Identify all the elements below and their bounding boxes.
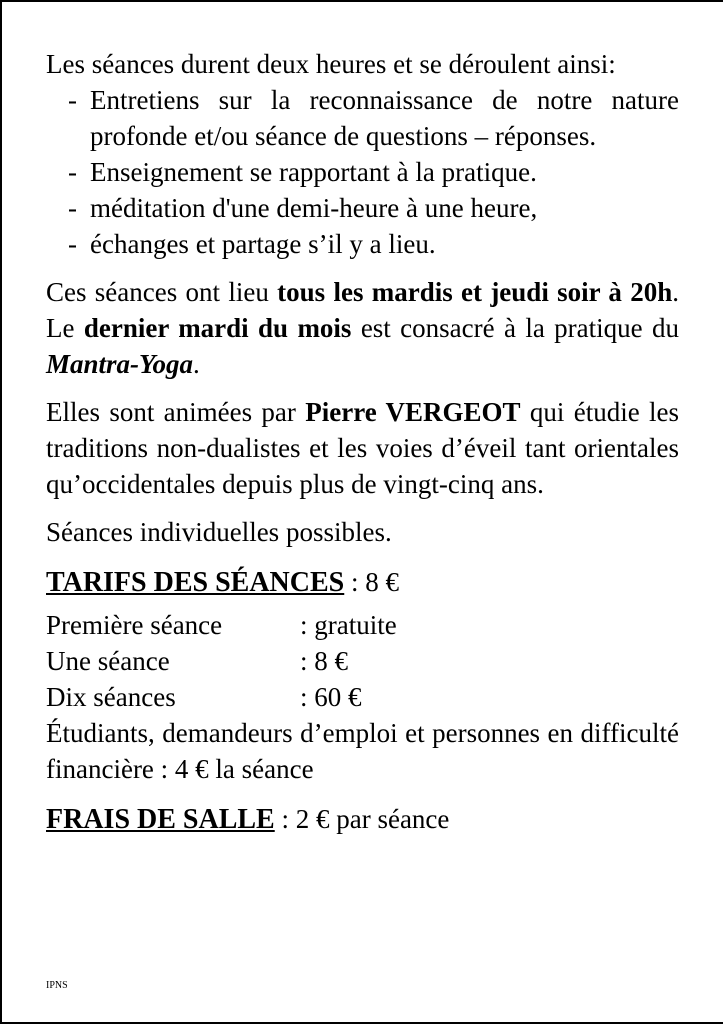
reduced-price: Étudiants, demandeurs d’emploi et personnes en difficulté financière : 4 € la séance	[46, 718, 679, 784]
footer-ipns: IPNS	[46, 980, 68, 991]
tarifs-base-price: : 8 €	[344, 567, 400, 597]
list-item: - Enseignement se rapportant à la pratique.	[46, 154, 679, 190]
list-item: - méditation d'une demi-heure à une heure,	[46, 190, 679, 226]
schedule-paragraph: Ces séances ont lieu tous les mardis et jeudi soir à 20h. Le dernier mardi du mois est consacré à la pratique du Mantra-Yoga.	[46, 277, 679, 379]
schedule-days: tous les mardis et jeudi soir à 20h	[277, 277, 673, 307]
animator-paragraph: Elles sont animées par Pierre VERGEOT qui étudie les traditions non-dualistes et les voies d’éveil tant orientales qu’occidentales depuis plus de vingt-cinq ans.	[46, 397, 680, 499]
tarifs-heading: TARIFS DES SÉANCES	[46, 567, 345, 598]
bullet-dash: -	[68, 229, 77, 259]
individual-sessions: Séances individuelles possibles.	[46, 517, 392, 547]
session-steps-list	[46, 82, 679, 262]
document-body	[46, 46, 679, 838]
bullet-dash: -	[68, 193, 77, 223]
list-item: - échanges et partage s’il y a lieu.	[46, 226, 679, 262]
price-row: Dix séances : 60 €	[46, 682, 362, 712]
bullet-dash: -	[68, 157, 77, 187]
mantra-yoga: Mantra-Yoga	[46, 349, 194, 379]
price-row: Première séance : gratuite	[46, 610, 397, 640]
schedule-last-tuesday: dernier mardi du mois	[83, 313, 352, 343]
tarifs-heading-line	[46, 564, 679, 601]
frais-price: : 2 € par séance	[274, 804, 450, 834]
frais-heading: FRAIS DE SALLE	[46, 804, 275, 835]
intro-paragraph: Les séances durent deux heures et se déroulent ainsi:	[46, 49, 616, 79]
price-table	[46, 607, 679, 715]
frais-heading-line	[46, 801, 679, 838]
price-row: Une séance : 8 €	[46, 646, 349, 676]
list-item: - Entretiens sur la reconnaissance de notre nature profonde et/ou séance de questions – réponses.	[46, 82, 679, 154]
bullet-dash: -	[68, 85, 77, 115]
animator-name: Pierre VERGEOT	[305, 397, 521, 427]
